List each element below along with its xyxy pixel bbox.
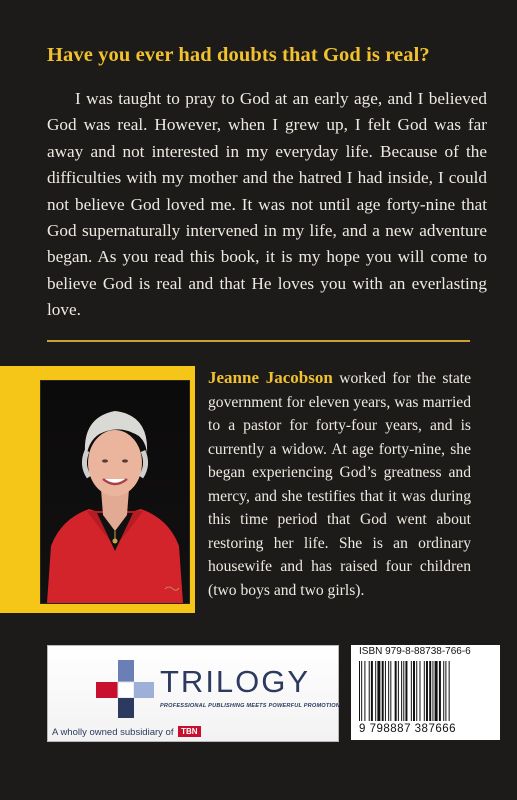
ean-barcode-icon xyxy=(359,661,497,725)
trilogy-cross-logo-icon xyxy=(96,660,154,718)
back-cover-blurb: I was taught to pray to God at an early age, and I believed God was real. However, when I grew up, I felt God was far away and not interested in my everyday life. Because of the difficulties with my mother and the hatred I had inside, I could not believe God loved me. It was not until age forty-nine that God supernaturally intervened in my life, and a new adventure began. As you read this book, it is my hope you will come to believe God is real and that He loves you with an everlasting love. xyxy=(47,89,487,320)
publisher-tagline: PROFESSIONAL PUBLISHING MEETS POWERFUL PROMOTION xyxy=(160,703,341,709)
back-cover-headline: Have you ever had doubts that God is real? xyxy=(47,44,430,66)
barcode-digits: 9 798887 387666 xyxy=(359,723,457,735)
isbn-label: ISBN 979-8-88738-766-6 xyxy=(359,646,471,657)
section-divider xyxy=(47,340,470,342)
publisher-logo-panel xyxy=(47,645,339,742)
author-name: Jeanne Jacobson xyxy=(208,368,333,387)
tbn-logo-icon: TBN xyxy=(178,726,200,737)
author-bio-text: worked for the state government for eleven years, was married to a pastor for forty-four years, and is currently a widow. At age forty-nine, she began experiencing God’s greatness and mercy, and she testifies that it was during this time period that God went about restoring her life. She is an ordinary housewife and has raised four children (two boys and two girls). xyxy=(208,370,471,599)
isbn-barcode-panel xyxy=(351,645,500,740)
author-photo xyxy=(40,380,190,604)
author-portrait-icon xyxy=(41,381,189,603)
author-bio xyxy=(208,366,471,602)
subsidiary-text: A wholly owned subsidiary of xyxy=(52,727,174,738)
publisher-name: TRILOGY xyxy=(160,664,311,699)
subsidiary-line xyxy=(52,726,201,738)
